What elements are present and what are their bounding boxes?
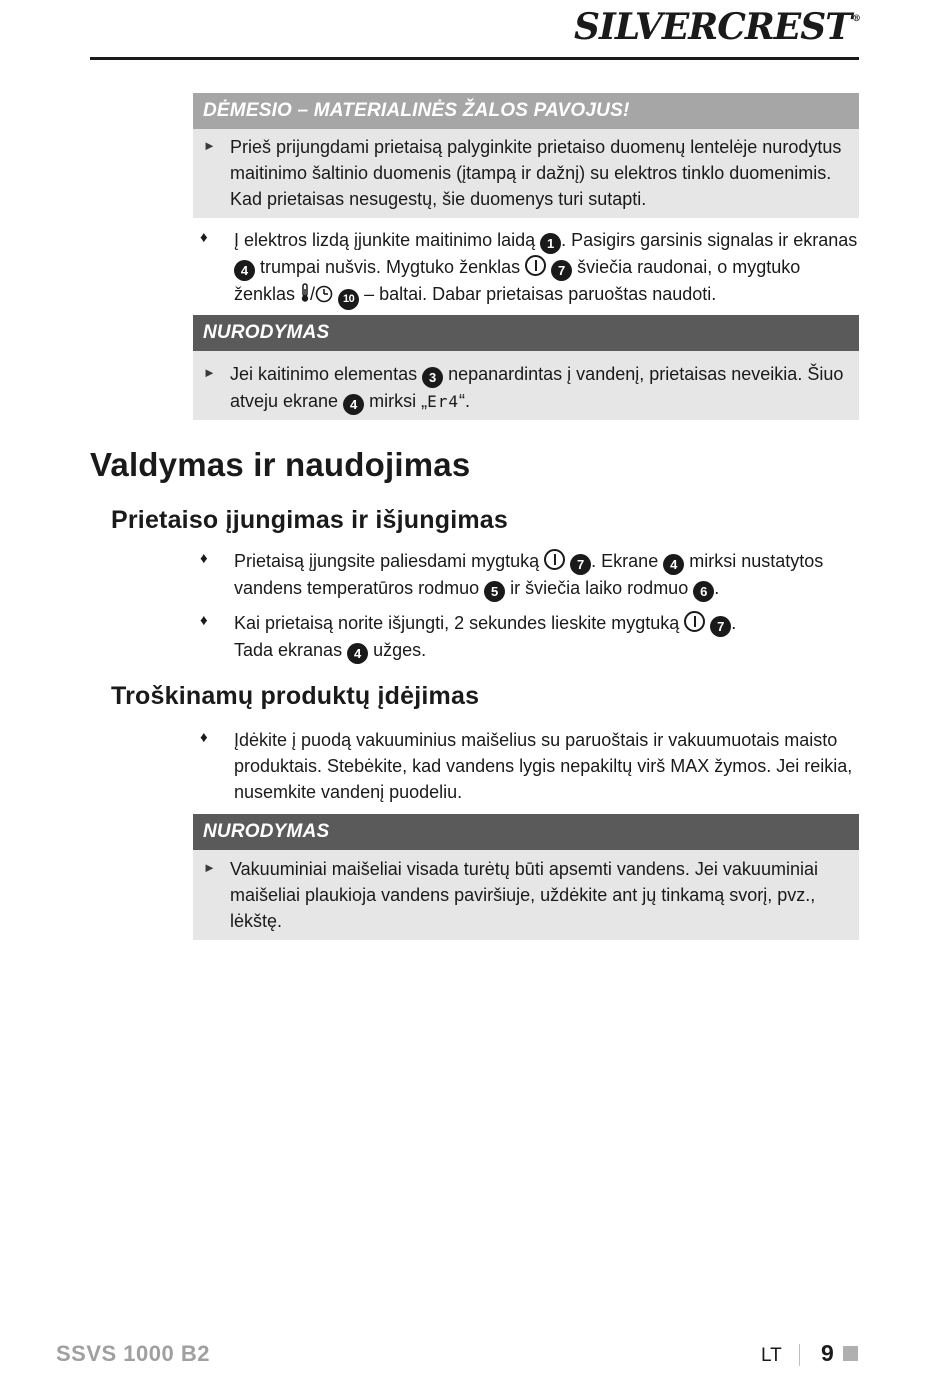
bullet-insert xyxy=(200,727,859,805)
note-text-1 xyxy=(230,361,845,415)
text-fragment: trumpai nušvis. Mygtuko ženklas xyxy=(255,257,526,277)
text-fragment: – baltai. Dabar prietaisas paruoštas naudoti. xyxy=(359,284,717,304)
callout-number: 3 xyxy=(422,367,443,388)
footer-model: SSVS 1000 B2 xyxy=(56,1341,210,1366)
callout-number: 4 xyxy=(343,394,364,415)
note-title-1: NURODYMAS xyxy=(193,315,859,351)
warning-box xyxy=(193,93,859,218)
section-title: Valdymas ir naudojimas xyxy=(90,446,471,483)
text-fragment: “. xyxy=(458,391,470,411)
display-code: Er4 xyxy=(427,392,459,411)
page-number: 9 xyxy=(821,1340,834,1366)
bullet-power-off-text xyxy=(234,610,736,664)
text-fragment: . xyxy=(714,578,720,598)
subsection-title-2: Troškinamų produktų įdėjimas xyxy=(111,682,480,710)
note-box-1 xyxy=(193,315,859,420)
diamond-icon: ♦ xyxy=(200,550,208,567)
text-fragment: Tada ekranas xyxy=(234,640,348,660)
bullet-connect-text xyxy=(234,227,859,310)
text-fragment: ir šviečia laiko rodmuo xyxy=(505,578,694,598)
text-fragment: mirksi „ xyxy=(364,391,428,411)
text-fragment: mirksi nustatytos vandens temperatūros rodmuo xyxy=(234,551,824,598)
brand-name: SILVERCREST xyxy=(574,6,851,48)
callout-number: 1 xyxy=(540,233,561,254)
registered-mark: ® xyxy=(852,14,860,24)
thermometer-icon xyxy=(300,283,310,303)
text-fragment: . Ekrane xyxy=(591,551,664,571)
text-fragment: užges. xyxy=(368,640,427,660)
power-icon xyxy=(544,549,565,570)
diamond-icon: ♦ xyxy=(200,612,208,629)
footer-separator xyxy=(799,1344,800,1366)
callout-number: 4 xyxy=(347,643,368,664)
text-fragment: / xyxy=(310,284,316,304)
arrow-icon: ► xyxy=(203,138,216,153)
arrow-icon: ► xyxy=(203,860,216,875)
text-fragment: . xyxy=(731,613,737,633)
arrow-icon: ► xyxy=(203,365,216,380)
text-fragment: Prietaisą įjungsite paliesdami mygtuką xyxy=(234,551,545,571)
text-fragment: . Pasigirs garsinis signalas ir ekranas xyxy=(561,230,858,250)
note-item-2 xyxy=(203,856,845,934)
callout-number: 6 xyxy=(693,581,714,602)
brand-logo xyxy=(574,6,860,48)
note-box-2 xyxy=(193,814,859,940)
callout-number: 7 xyxy=(710,616,731,637)
text-fragment: Jei kaitinimo elementas xyxy=(230,364,423,384)
text-fragment: nepanardintas į vandenį, prietaisas neveikia. Šiuo atveju ekrane xyxy=(230,364,844,411)
note-text-2: Vakuuminiai maišeliai visada turėtų būti apsemti vandens. Jei vakuuminiai maišeliai plaukioja vandens paviršiuje, uždėkite ant jų tinkamą svorį, pvz., lėkštę. xyxy=(230,859,818,931)
callout-number: 7 xyxy=(551,260,572,281)
subsection-title-1: Prietaiso įjungimas ir išjungimas xyxy=(111,506,508,534)
callout-number: 10 xyxy=(338,289,359,310)
callout-number: 4 xyxy=(663,554,684,575)
bullet-power-on xyxy=(200,548,859,602)
footer-square xyxy=(843,1346,858,1361)
text-fragment: Kai prietaisą norite išjungti, 2 sekundes lieskite mygtuką xyxy=(234,613,685,633)
bullet-power-off xyxy=(200,610,859,664)
note-item-1 xyxy=(203,361,845,415)
bullet-insert-text: Įdėkite į puodą vakuuminius maišelius su paruoštais ir vakuumuotais maisto produktais. Stebėkite, kad vandens lygis nepakiltų virš MAX žymos. Jei reikia, nusemkite vandenį puodeliu. xyxy=(234,730,853,802)
callout-number: 7 xyxy=(570,554,591,575)
clock-icon xyxy=(315,285,333,303)
footer-language: LT xyxy=(761,1345,782,1366)
bullet-connect xyxy=(200,227,859,310)
warning-title: DĖMESIO – MATERIALINĖS ŽALOS PAVOJUS! xyxy=(193,93,859,129)
text-fragment: Į elektros lizdą įjunkite maitinimo laidą xyxy=(234,230,541,250)
power-icon xyxy=(684,611,705,632)
diamond-icon: ♦ xyxy=(200,729,208,746)
power-icon xyxy=(525,255,546,276)
header-rule xyxy=(90,57,859,60)
callout-number: 4 xyxy=(234,260,255,281)
diamond-icon: ♦ xyxy=(200,229,208,246)
bullet-power-on-text xyxy=(234,548,859,602)
warning-item xyxy=(203,134,845,212)
callout-number: 5 xyxy=(484,581,505,602)
warning-text: Prieš prijungdami prietaisą palyginkite prietaiso duomenų lentelėje nurodytus maitinimo šaltinio duomenis (įtampą ir dažnį) su elektros tinklo duomenimis. Kad prietaisas nesugestų, šie duomenys turi sutapti. xyxy=(230,137,842,209)
text-fragment: šviečia raudonai, o mygtuko ženklas xyxy=(234,257,801,304)
note-title-2: NURODYMAS xyxy=(193,814,859,850)
